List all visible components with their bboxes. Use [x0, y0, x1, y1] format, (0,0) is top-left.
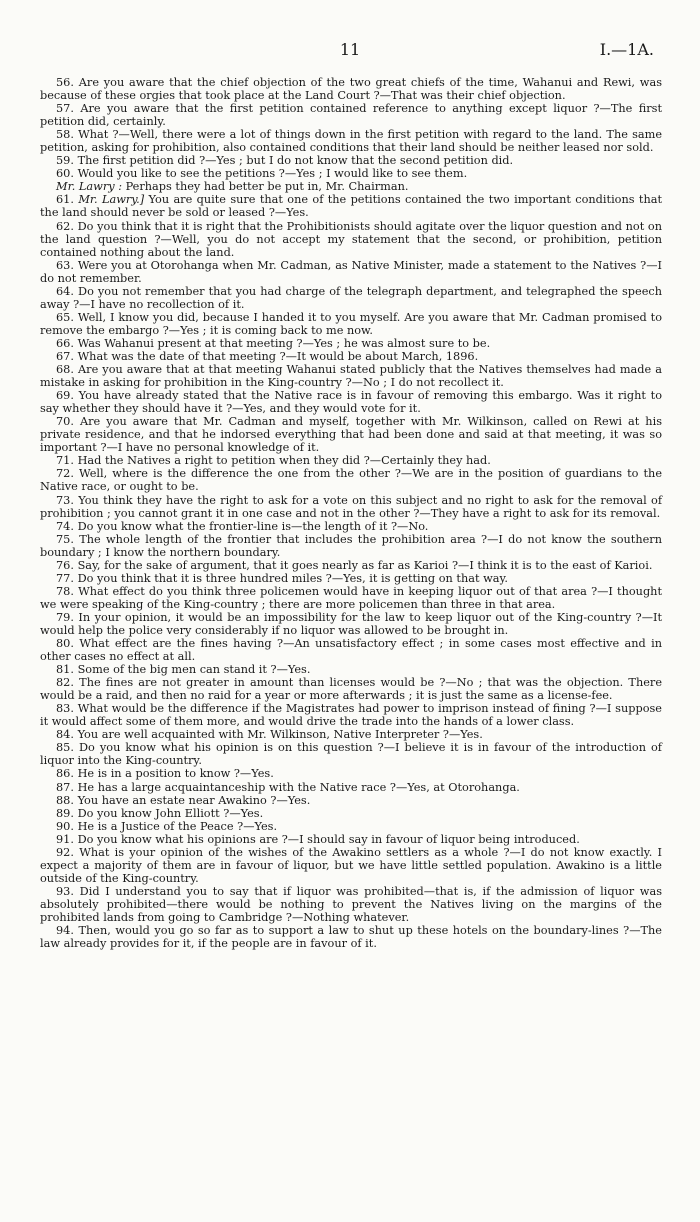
question-paragraph — [40, 924, 662, 950]
question-number: 86. — [56, 767, 74, 781]
question-number: 57. — [56, 102, 74, 116]
question-text: The whole length of the frontier that includes the prohibition area ?—I do not know the southern boundary ; I know the northern boundary. — [40, 532, 662, 559]
question-paragraph — [40, 415, 662, 454]
question-number: 93. — [56, 884, 74, 898]
question-paragraph — [40, 846, 662, 885]
question-paragraph — [40, 559, 662, 572]
question-text: Well, where is the difference the one from the other ?—We are in the position of guardians to the Native race, or ought to be. — [40, 467, 663, 494]
question-paragraph — [40, 285, 662, 311]
question-number: 72. — [56, 467, 74, 481]
question-paragraph — [40, 572, 662, 585]
question-text: He is a Justice of the Peace ?—Yes. — [77, 819, 278, 833]
question-text: Some of the big men can stand it ?—Yes. — [77, 663, 311, 677]
question-paragraph — [40, 311, 662, 337]
question-text: You are quite sure that one of the petitions contained the two important conditions that the land should never be sold or leased ?—Yes. — [40, 193, 662, 220]
question-text: Are you aware that the first petition contained reference to anything except liquor ?—The first petition did, certainly. — [40, 102, 662, 129]
question-paragraph — [40, 676, 662, 702]
question-number: 66. — [56, 336, 74, 350]
question-number: 71. — [56, 454, 74, 468]
question-text: Would you like to see the petitions ?—Yes ; I would like to see them. — [77, 167, 468, 181]
question-paragraph — [40, 833, 662, 846]
speaker-name: Mr. Lawry : — [56, 180, 122, 194]
question-text: What effect do you think three policemen would have in keeping liquor out of that area ?—I thought we were speaking of the King-country ; there are more policemen than three in that area. — [40, 584, 663, 611]
question-number: 62. — [56, 219, 74, 233]
question-number: 69. — [56, 389, 74, 403]
question-number: 85. — [56, 741, 74, 755]
question-paragraph — [40, 533, 662, 559]
question-number: 90. — [56, 819, 74, 833]
question-paragraph — [40, 585, 662, 611]
question-number: 89. — [56, 806, 74, 820]
question-text: In your opinion, it would be an impossibility for the law to keep liquor out of the King-country ?—It would help the police very considerably if no liquor was allowed to be brought in. — [40, 610, 662, 637]
question-text: Do you know what his opinions are ?—I should say in favour of liquor being introduced. — [77, 832, 580, 846]
question-text: Do you know what the frontier-line is—the length of it ?—No. — [77, 519, 429, 533]
speaker-name: Mr. Lawry.] — [78, 193, 145, 207]
question-number: 63. — [56, 258, 74, 272]
question-text: He has a large acquaintanceship with the Native race ?—Yes, at Otorohanga. — [77, 780, 520, 794]
question-number: 56. — [56, 76, 74, 89]
question-number: 60. — [56, 167, 74, 181]
question-paragraph — [40, 494, 662, 520]
question-paragraph — [40, 76, 662, 102]
question-text: Do you not remember that you had charge of the telegraph department, and telegraphed the speech away ?—I have no recollection of it. — [40, 284, 663, 311]
page-number: 11 — [339, 40, 361, 59]
question-number: 87. — [56, 780, 74, 794]
question-number: 61. — [56, 193, 74, 207]
question-paragraph — [40, 220, 662, 259]
question-paragraph — [40, 467, 662, 493]
document-reference: I.—1A. — [599, 40, 654, 59]
question-number: 67. — [56, 349, 74, 363]
question-number: 82. — [56, 676, 74, 690]
question-paragraph — [40, 259, 662, 285]
question-paragraph — [40, 180, 662, 193]
question-text: You have already stated that the Native race is in favour of removing this embargo. Was it right to say whether they should have it ?—Yes, and they would vote for it. — [40, 389, 663, 416]
question-number: 80. — [56, 637, 74, 651]
question-paragraph — [40, 167, 662, 180]
question-text: He is in a position to know ?—Yes. — [77, 767, 274, 781]
question-paragraph — [40, 611, 662, 637]
question-text: Had the Natives a right to petition when they did ?—Certainly they had. — [77, 454, 491, 468]
question-text: You have an estate near Awakino ?—Yes. — [77, 793, 311, 807]
question-text: Do you know John Elliott ?—Yes. — [77, 806, 264, 820]
question-text: Well, I know you did, because I handed it to you myself. Are you aware that Mr. Cadman promised to remove the embargo ?—Yes ; it is coming back to me now. — [40, 310, 662, 337]
evidence-transcript — [40, 76, 662, 950]
question-number: 74. — [56, 519, 74, 533]
question-paragraph — [40, 781, 662, 794]
question-number: 76. — [56, 558, 74, 572]
question-number: 65. — [56, 310, 74, 324]
question-number: 88. — [56, 793, 74, 807]
question-text: Do you think that it is right that the Prohibitionists should agitate over the liquor question and not on the land question ?—Well, you do not accept my statement that the second, or prohibition, petition contained nothing about the land. — [40, 219, 662, 259]
question-number: 77. — [56, 571, 74, 585]
question-paragraph — [40, 807, 662, 820]
question-number: 64. — [56, 284, 74, 298]
question-paragraph — [40, 794, 662, 807]
question-text: What ?—Well, there were a lot of things down in the first petition with regard to the land. The same petition, asking for prohibition, also contained conditions that their land should be neither leased nor sold. — [40, 128, 663, 155]
question-paragraph — [40, 637, 662, 663]
question-text: You are well acquainted with Mr. Wilkinson, Native Interpreter ?—Yes. — [77, 728, 483, 742]
question-paragraph — [40, 454, 662, 467]
question-number: 59. — [56, 154, 74, 168]
question-paragraph — [40, 820, 662, 833]
question-text: Say, for the sake of argument, that it goes nearly as far as Karioi ?—I think it is to the east of Karioi. — [77, 558, 653, 572]
question-text: What was the date of that meeting ?—It would be about March, 1896. — [77, 349, 479, 363]
question-number: 92. — [56, 845, 74, 859]
question-paragraph — [40, 363, 662, 389]
question-number: 84. — [56, 728, 74, 742]
question-text: What effect are the fines having ?—An unsatisfactory effect ; in some cases most effective and in other cases no effect at all. — [40, 637, 662, 664]
question-paragraph — [40, 154, 662, 167]
question-number: 81. — [56, 663, 74, 677]
question-text: Did I understand you to say that if liquor was prohibited—that is, if the admission of liquor was absolutely prohibited—there would be nothing to prevent the Natives living on the margins of the prohibited lands from going to Cambridge ?—Nothing whatever. — [40, 884, 662, 924]
question-paragraph — [40, 741, 662, 767]
question-number: 70. — [56, 415, 74, 429]
question-number: 68. — [56, 363, 74, 377]
question-number: 94. — [56, 924, 74, 938]
question-text: Perhaps they had better be put in, Mr. Chairman. — [125, 180, 409, 194]
question-paragraph — [40, 728, 662, 741]
question-text: Do you know what his opinion is on this question ?—I believe it is in favour of the introduction of liquor into the King-country. — [40, 741, 662, 768]
question-paragraph — [40, 350, 662, 363]
question-paragraph — [40, 702, 662, 728]
question-number: 79. — [56, 610, 74, 624]
question-number: 78. — [56, 584, 74, 598]
question-paragraph — [40, 885, 662, 924]
question-number: 58. — [56, 128, 74, 142]
question-paragraph — [40, 102, 662, 128]
question-number: 83. — [56, 702, 74, 716]
question-text: What would be the difference if the Magistrates had power to imprison instead of fining ?—I suppose it would affect some of them more, and would drive the trade into the hands of a lower class. — [40, 702, 662, 729]
question-paragraph — [40, 767, 662, 780]
question-text: Are you aware that Mr. Cadman and myself, together with Mr. Wilkinson, called on Rewi at his private residence, and that he indorsed everything that had been done and said at that meeting, it was so important ?—I have no personal knowledge of it. — [40, 415, 662, 455]
question-text: What is your opinion of the wishes of the Awakino settlers as a whole ?—I do not know exactly. I expect a majority of them are in favour of liquor, but we have little settled population. Awakino is a little outside of the King-country. — [40, 845, 662, 885]
question-text: The fines are not greater in amount than licenses would be ?—No ; that was the objection. There would be a raid, and then no raid for a year or more afterwards ; it is just the same as a license-fee. — [40, 676, 662, 703]
question-number: 73. — [56, 493, 74, 507]
question-text: Then, would you go so far as to support a law to shut up these hotels on the boundary-lines ?—The law already provides for it, if the people are in favour of it. — [40, 924, 662, 951]
question-text: The first petition did ?—Yes ; but I do not know that the second petition did. — [77, 154, 514, 168]
question-paragraph — [40, 193, 662, 219]
question-paragraph — [40, 389, 662, 415]
question-number: 91. — [56, 832, 74, 846]
question-paragraph — [40, 520, 662, 533]
question-text: You think they have the right to ask for a vote on this subject and no right to ask for the removal of prohibition ; you cannot grant it in one case and not in the other ?—They have a right to ask for its removal. — [40, 493, 663, 520]
question-text: Do you think that it is three hundred miles ?—Yes, it is getting on that way. — [77, 571, 508, 585]
question-paragraph — [40, 128, 662, 154]
question-paragraph — [40, 663, 662, 676]
question-paragraph — [40, 337, 662, 350]
question-text: Were you at Otorohanga when Mr. Cadman, as Native Minister, made a statement to the Natives ?—I do not remember. — [40, 258, 662, 285]
question-text: Are you aware that the chief objection of the two great chiefs of the time, Wahanui and Rewi, was because of these orgies that took place at the Land Court ?—That was their chief objection. — [40, 76, 663, 103]
question-number: 75. — [56, 532, 74, 546]
question-text: Are you aware that at that meeting Wahanui stated publicly that the Natives themselves had made a mistake in asking for prohibition in the King-country ?—No ; I do not recollect it. — [40, 363, 662, 390]
question-text: Was Wahanui present at that meeting ?—Yes ; he was almost sure to be. — [77, 336, 491, 350]
